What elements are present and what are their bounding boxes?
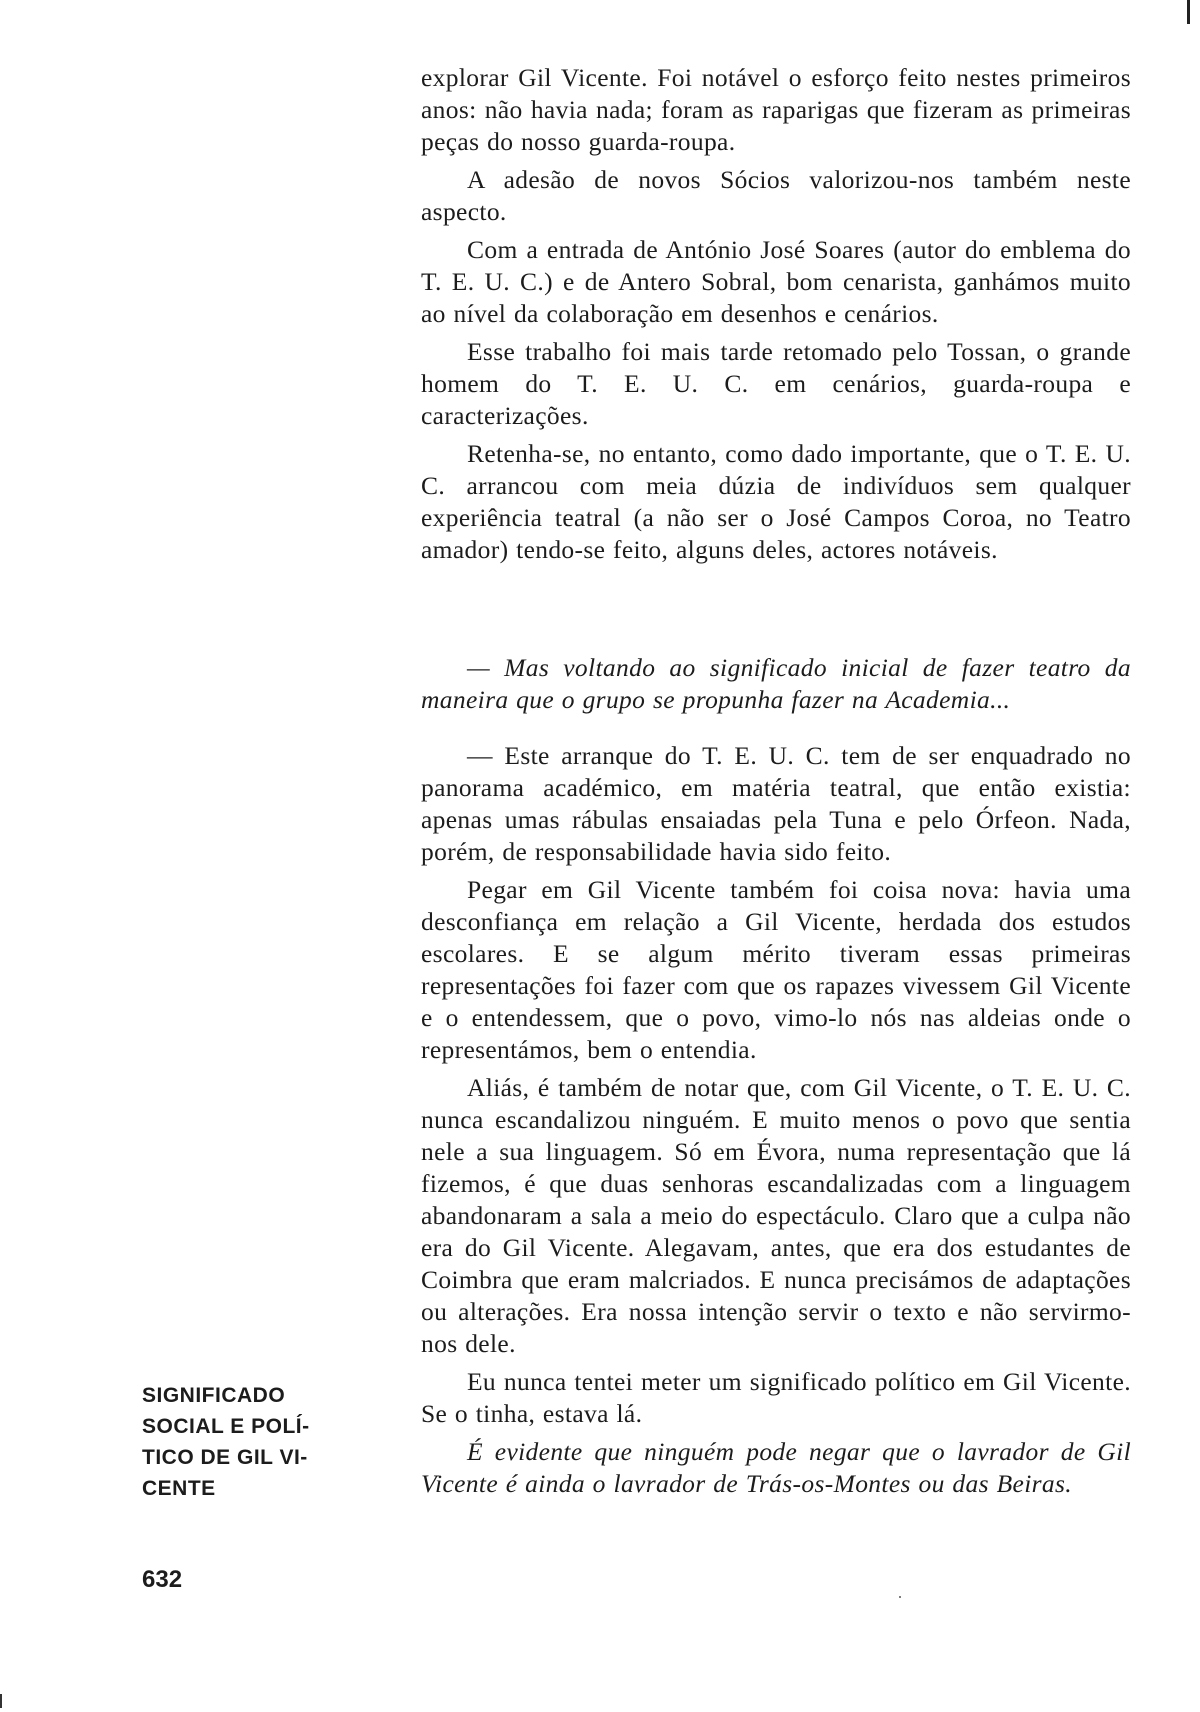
margin-heading-line: SIGNIFICADO [142, 1384, 286, 1407]
paragraph: Retenha-se, no entanto, como dado importante, que o T. E. U. C. arrancou com meia dúzia de indivíduos sem qualquer experiência teatral (a não ser o José Campos Coroa, no Teatro amador) tendo-se feito, alguns deles, actores notáveis. [421, 439, 1131, 564]
scan-edge-mark [1187, 0, 1190, 24]
margin-heading [142, 1380, 372, 1504]
interview-question [421, 652, 1131, 722]
italic-paragraph: É evidente que ninguém pode negar que o lavrador de Gil Vicente é ainda o lavrador de Trás-os-Montes ou das Beiras. [421, 1437, 1131, 1498]
paragraph: — Este arranque do T. E. U. C. tem de ser enquadrado no panorama académico, em matéria teatral, que então existia: apenas umas rábulas ensaiadas pela Tuna e pelo Órfeon. Nada, porém, de responsabilidade havia sido feito. [421, 741, 1131, 866]
paragraph: explorar Gil Vicente. Foi notável o esforço feito nestes primeiros anos: não havia nada; foram as raparigas que fizeram as primeiras peças do nosso guarda-roupa. [421, 63, 1131, 156]
page-number: 632 [142, 1566, 183, 1593]
margin-heading-line: CENTE [142, 1477, 216, 1500]
paragraph: Eu nunca tentei meter um significado político em Gil Vicente. Se o tinha, estava lá. [421, 1367, 1131, 1428]
scan-edge-tick [0, 1694, 2, 1708]
paragraph: Pegar em Gil Vicente também foi coisa nova: havia uma desconfiança em relação a Gil Vicente, herdada dos estudos escolares. E se algum mérito tiveram essas primeiras representações foi fazer com que os rapazes vivessem Gil Vicente e o entendessem, que o povo, vimo-lo nós nas aldeias onde o representámos, bem o entendia. [421, 875, 1131, 1064]
paragraph: A adesão de novos Sócios valorizou-nos também neste aspecto. [421, 165, 1131, 226]
scan-speck [899, 1596, 901, 1598]
body-text-top [421, 62, 1131, 572]
question-paragraph: — Mas voltando ao significado inicial de fazer teatro da maneira que o grupo se propunha fazer na Academia... [421, 653, 1131, 714]
margin-heading-line: SOCIAL E POLÍ- [142, 1415, 310, 1438]
paragraph: Esse trabalho foi mais tarde retomado pelo Tossan, o grande homem do T. E. U. C. em cenários, guarda-roupa e caracterizações. [421, 337, 1131, 430]
paragraph: Aliás, é também de notar que, com Gil Vicente, o T. E. U. C. nunca escandalizou ninguém. E muito menos o povo que sentia nele a sua linguagem. Só em Évora, numa representação que lá fizemos, é que duas senhoras escandalizadas com a linguagem abandonaram a sala a meio do espectáculo. Claro que a culpa não era do Gil Vicente. Alegavam, antes, que era dos estudantes de Coimbra que eram malcriados. E nunca precisámos de adaptações ou alterações. Era nossa intenção servir o texto e não servirmo-nos dele. [421, 1073, 1131, 1358]
interview-answer [421, 740, 1131, 1506]
paragraph: Com a entrada de António José Soares (autor do emblema do T. E. U. C.) e de Antero Sobral, bom cenarista, ganhámos muito ao nível da colaboração em desenhos e cenários. [421, 235, 1131, 328]
margin-heading-line: TICO DE GIL VI- [142, 1446, 308, 1469]
